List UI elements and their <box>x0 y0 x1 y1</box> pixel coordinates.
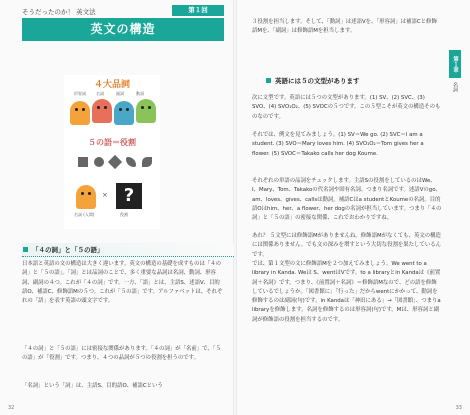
tag-adjective: 形容詞 <box>74 91 86 96</box>
ghost-figure <box>70 101 90 125</box>
page-number-right: 33 <box>455 405 462 411</box>
tag-noun: 名詞 <box>96 91 104 96</box>
title-band <box>22 18 224 41</box>
shape-leaf <box>126 157 136 167</box>
right-paragraph-5: では、第１文型の文に修飾語Mを２つ加えてみましょう。We went to a library in Kanda. Weは S、wentはVです。to a libraryとin Kandaは《前置詞＋名詞》です。つまり、《前置詞＋名詞》＝修飾語Mなので、どの語を修飾しているでしょうか。「図書館に」「行った」だからwentにかかって、動詞を修飾するのは副詞(句)です。in Kandaは「神田にある」→「図書館」、つまりa libraryを修飾します。名詞を修飾するのは形容詞(句)です。Mは、形容詞と副詞が修飾語の役割を担当するのです。 <box>252 261 441 323</box>
section-heading-left: 「４の詞」と「５の語」 <box>22 243 234 257</box>
caption-right: 役割 <box>120 212 128 217</box>
chapter-badge: 第１回 <box>172 5 224 16</box>
illustration-title: ４大品詞 <box>93 80 130 90</box>
side-label: 名詞 <box>452 82 458 92</box>
illustration-formula: ５の語＝役割 <box>88 138 136 147</box>
right-paragraph-2: それでは、例文を見てみましょう。(1) SV＝We go. (2) SVC＝I am a student. (3) SVO＝Mary loves him. (4) SVO₁O₂＝Tom gives her a flower. (5) SVOC＝Takako calls her dog Koume. <box>252 132 424 157</box>
shape-square <box>78 157 88 167</box>
chapter-side-tab: 第１章 <box>449 50 461 78</box>
series-title: そうだったのか！ 英文法 <box>22 8 96 16</box>
left-paragraph-3: 「名詞」という「詞」は、主語S、目的語O、補語Cという <box>22 383 163 389</box>
caption-left: 名詞 (人間) <box>74 212 95 217</box>
right-paragraph-3: それぞれの単語の品詞をチェックします。主語Sの役割をしているのはWe、I、Mary、Tom、Takakoの代名詞や固有名詞、つまり名詞です。述語Vのgo、am、loves、gives、callsは動詞。補語Cはa studentとKoumeの名詞。目的語Oはhim、her、a flower、her dogの名詞が担当しています。つまり「４の詞」と「５の語」の密接な関係、これでおわかりですね。 <box>252 178 442 222</box>
times-sign: × <box>102 191 108 199</box>
tag-verb: 動詞 <box>136 91 144 96</box>
ghost-figure <box>114 101 134 125</box>
left-paragraph-2: 「４の詞」と「５の語」には密接な関係があります。「４の詞」が「名前」で、「５の語」が「役割」です。つまり、４つの品詞が５つの役割を担うのです。 <box>22 346 221 362</box>
illustration <box>64 75 160 229</box>
page-title: 英文の構造 <box>90 22 156 36</box>
shape-diamond <box>108 155 122 169</box>
right-paragraph-1: 次に文型です。英語には５つの文型があります。(1) SV、(2) SVC、(3) SVO、(4) SVO₁O₂、(5) SVOCの５つです。この５型こそが英文の構造そのものなのです。 <box>252 95 441 120</box>
question-mark-box: ? <box>116 183 142 209</box>
ghost-figure <box>92 99 112 123</box>
page-number-left: 32 <box>8 405 15 411</box>
shape-drop <box>142 157 152 167</box>
ghost-figure <box>76 185 96 209</box>
right-intro: ３役割を担当します。そして、「動詞」は述語Vを、「形容詞」は補語Cと修飾語Mを、「副詞」は修飾語Mを担当します。 <box>252 19 437 35</box>
right-paragraph-4: あれ？ ５文型には修飾語Mがありませんね。修飾語Mがなくても、英文の構造には関係ありません。でも文の深みを増すという大切な役割を果たしているんです。 <box>252 233 441 258</box>
tag-adverb: 副詞 <box>116 91 124 96</box>
left-paragraph-1: 日本語と英語の文の構造は大きく違います。英文の構造の基礎を成すものは「４の詞」と「５の語」。「詞」とは品詞のことで、多く重要な品詞は名詞、動詞、形容詞、副詞の４つ。これが「４の詞」です。一方、「語」とは、主語S、述語V、目的語O、補語C、修飾語Mの５つ。これが「５の語」です。アルファベットは、それぞれの「語」を表す英語の頭文字です。 <box>22 261 223 305</box>
shape-circle <box>94 157 104 167</box>
gutter <box>233 0 237 415</box>
section-heading-right: 英語には５の文型があります <box>265 74 435 87</box>
ghost-figure <box>136 99 156 123</box>
